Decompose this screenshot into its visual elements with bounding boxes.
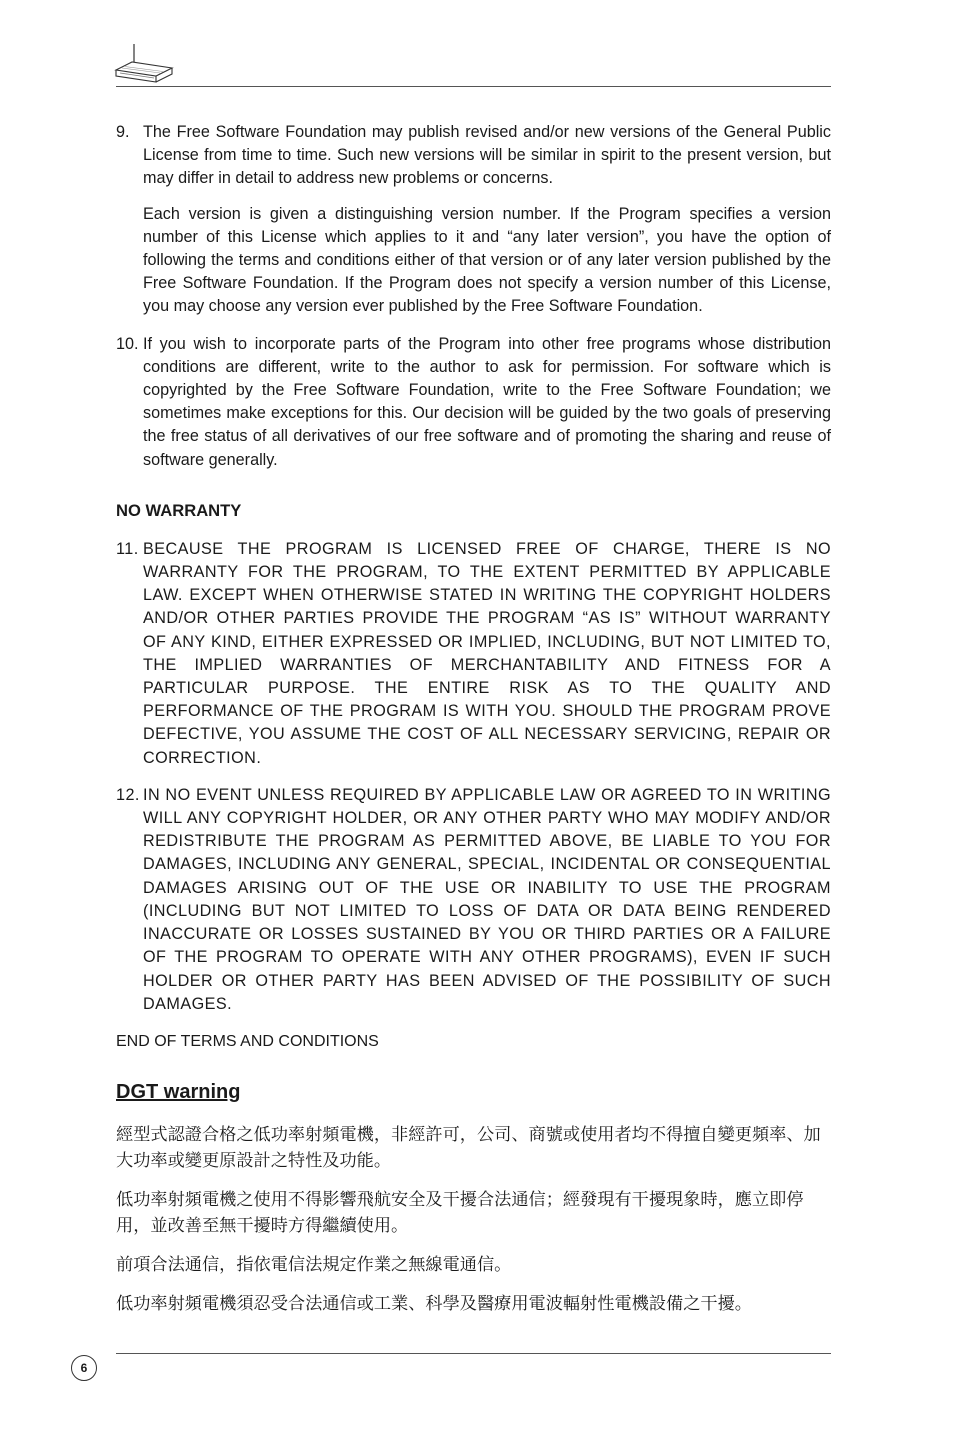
item-number: 9. bbox=[116, 123, 130, 141]
license-item-11 bbox=[116, 538, 831, 770]
header-rule bbox=[116, 86, 831, 87]
license-item-10 bbox=[116, 333, 831, 472]
section-heading: NO WARRANTY bbox=[116, 500, 242, 520]
license-item-9 bbox=[116, 121, 831, 319]
dgt-paragraph: 低功率射頻電機之使用不得影響飛航安全及干擾合法通信；經發現有干擾現象時，應立即停用，並改善至無干擾時方得繼續使用。 bbox=[116, 1189, 804, 1236]
item-paragraph: The Free Software Foundation may publish revised and/or new versions of the General Public License from time to time. Such new versions will be similar in spirit to the present version, but may differ in detail to address new problems or concerns. bbox=[143, 123, 831, 188]
page-number: 6 bbox=[71, 1355, 97, 1381]
item-number: 10. bbox=[116, 334, 139, 353]
end-of-terms: END OF TERMS AND CONDITIONS bbox=[116, 1032, 379, 1050]
dgt-paragraph: 前項合法通信，指依電信法規定作業之無線電通信。 bbox=[116, 1254, 512, 1275]
dgt-paragraph: 經型式認證合格之低功率射頻電機，非經許可，公司、商號或使用者均不得擅自變更頻率、加大功率或變更原設計之特性及功能。 bbox=[116, 1124, 821, 1171]
item-number: 12. bbox=[116, 785, 140, 804]
item-paragraph: BECAUSE THE PROGRAM IS LICENSED FREE OF CHARGE, THERE IS NO WARRANTY FOR THE PROGRAM, TO THE EXTENT PERMITTED BY APPLICABLE LAW. EXCEPT WHEN OTHERWISE STATED IN WRITING THE COPYRIGHT HOLDERS AND/OR OTHER PARTIES PROVIDE THE PROGRAM “AS IS” WITHOUT WARRANTY OF ANY KIND, EITHER EXPRESSED OR IMPLIED, INCLUDING, BUT NOT LIMITED TO, THE IMPLIED WARRANTIES OF MERCHANTABILITY AND FITNESS FOR A PARTICULAR PURPOSE. THE ENTIRE RISK AS TO THE QUALITY AND PERFORMANCE OF THE PROGRAM IS WITH YOU. SHOULD THE PROGRAM PROVE DEFECTIVE, YOU ASSUME THE COST OF ALL NECESSARY SERVICING, REPAIR OR CORRECTION. bbox=[143, 539, 831, 767]
item-paragraph: Each version is given a distinguishing version number. If the Program specifies a version number of this License which applies to it and “any later version”, you have the option of following the terms and conditions either of that version or of any later version published by the Free Software Foundation. If the Program does not specify a version number of this License, you may choose any version ever published by the Free Software Foundation. bbox=[143, 204, 831, 316]
dgt-paragraph: 低功率射頻電機須忍受合法通信或工業、科學及醫療用電波輻射性電機設備之干擾。 bbox=[116, 1293, 752, 1314]
router-icon bbox=[112, 40, 176, 86]
item-paragraph: If you wish to incorporate parts of the Program into other free programs whose distribution conditions are different, write to the author to ask for permission. For software which is copyrighted by the Free Software Foundation, write to the Free Software Foundation; we sometimes make exceptions for this. Our decision will be guided by the two goals of preserving the free status of all derivatives of our free software and of promoting the sharing and reuse of software generally. bbox=[143, 334, 831, 469]
license-item-12 bbox=[116, 784, 831, 1016]
document-body bbox=[116, 121, 831, 1317]
item-paragraph: IN NO EVENT UNLESS REQUIRED BY APPLICABLE LAW OR AGREED TO IN WRITING WILL ANY COPYRIGHT HOLDER, OR ANY OTHER PARTY WHO MAY MODIFY AND/OR REDISTRIBUTE THE PROGRAM AS PERMITTED ABOVE, BE LIABLE TO YOU FOR DAMAGES, INCLUDING ANY GENERAL, SPECIAL, INCIDENTAL OR CONSEQUENTIAL DAMAGES ARISING OUT OF THE USE OR INABILITY TO USE THE PROGRAM (INCLUDING BUT NOT LIMITED TO LOSS OF DATA OR DATA BEING RENDERED INACCURATE OR LOSSES SUSTAINED BY YOU OR THIRD PARTIES OR A FAILURE OF THE PROGRAM TO OPERATE WITH ANY OTHER PROGRAMS), EVEN IF SUCH HOLDER OR OTHER PARTY HAS BEEN ADVISED OF THE POSSIBILITY OF SUCH DAMAGES. bbox=[143, 785, 831, 1013]
item-number: 11. bbox=[116, 539, 139, 558]
dgt-warning-title: DGT warning bbox=[116, 1080, 241, 1103]
footer-rule bbox=[116, 1353, 831, 1354]
